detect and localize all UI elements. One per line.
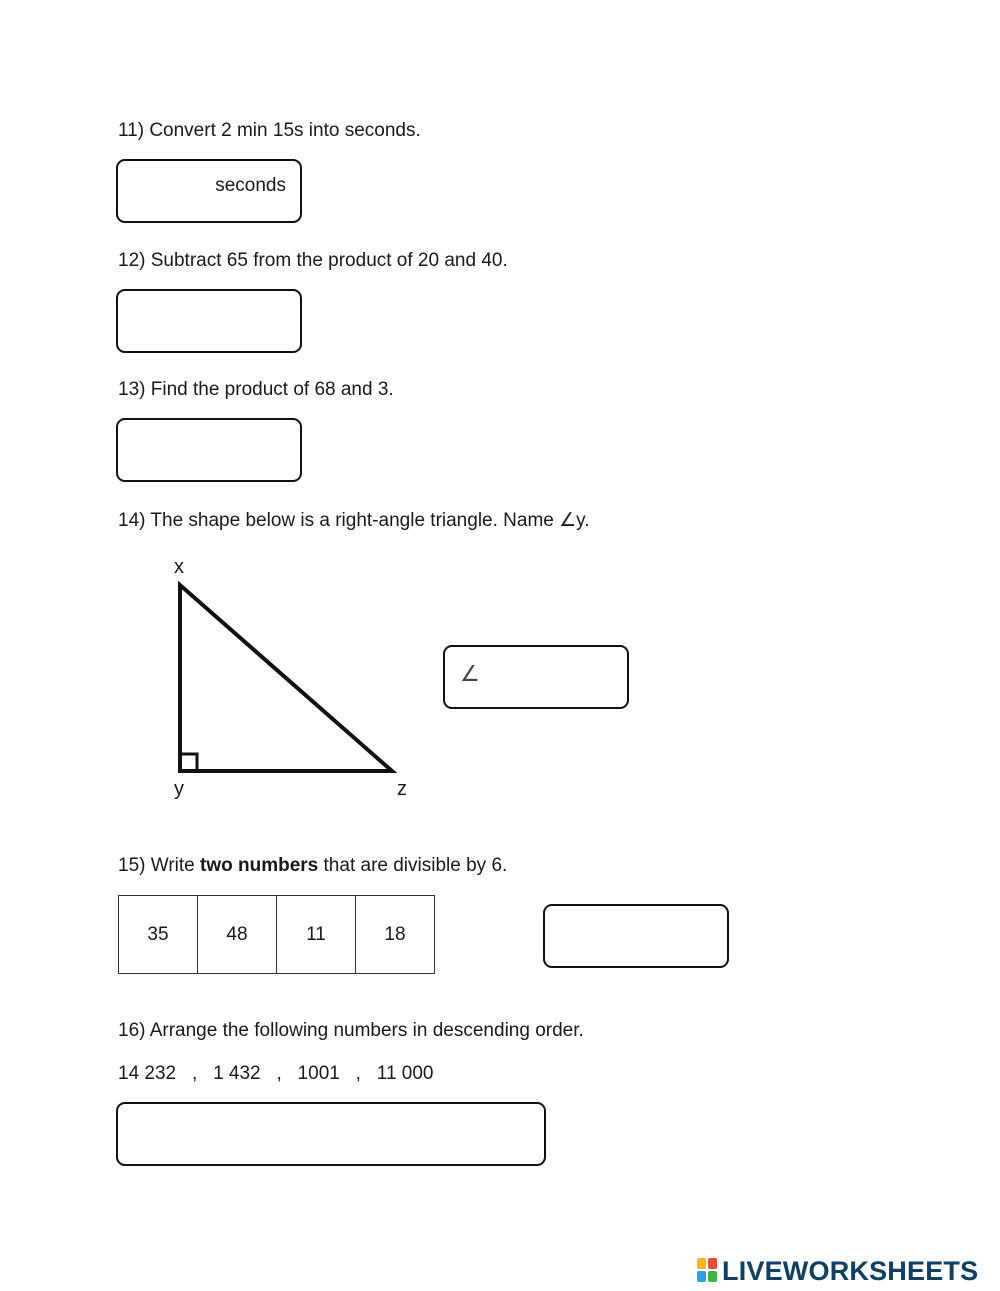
answer-input-11[interactable] [118,161,300,221]
vertex-label-y: y [174,778,184,800]
logo-tiles-icon [697,1258,719,1284]
answer-box-13[interactable] [116,418,302,482]
table-row [119,896,435,974]
number-cell: 18 [356,896,435,974]
question-16: 16) Arrange the following numbers in descending order. [118,1020,584,1041]
vertex-label-z: z [397,778,407,800]
numbers-table [118,895,435,974]
right-angle-marker [180,754,197,771]
triangle-outline [180,585,392,771]
answer-input-13[interactable] [118,420,300,480]
answer-input-14[interactable] [445,647,627,707]
answer-input-15[interactable] [545,906,727,966]
question-14: 14) The shape below is a right-angle triangle. Name ∠y. [118,510,590,531]
answer-box-14[interactable] [443,645,629,709]
question-11: 11) Convert 2 min 15s into seconds. [118,120,421,141]
number-cell: 35 [119,896,198,974]
number-cell: 11 [277,896,356,974]
answer-box-12[interactable] [116,289,302,353]
question-12: 12) Subtract 65 from the product of 20 and 40. [118,250,508,271]
logo-text: LIVEWORKSHEETS [722,1255,979,1286]
answer-box-15[interactable] [543,904,729,968]
vertex-label-x: x [174,556,184,578]
right-triangle-diagram [160,575,420,785]
answer-box-16[interactable] [116,1102,546,1166]
liveworksheets-logo [697,1256,978,1286]
question-15: 15) Write two numbers that are divisible by 6. [118,855,508,876]
angle-symbol-icon: ∠ [460,661,480,686]
answer-input-12[interactable] [118,291,300,351]
answer-input-16[interactable] [118,1104,544,1164]
number-cell: 48 [198,896,277,974]
answer-box-11[interactable] [116,159,302,223]
numbers-to-order: 14 232 , 1 432 , 1001 , 11 000 [118,1063,434,1084]
question-13: 13) Find the product of 68 and 3. [118,379,394,400]
unit-label-seconds: seconds [215,175,286,196]
